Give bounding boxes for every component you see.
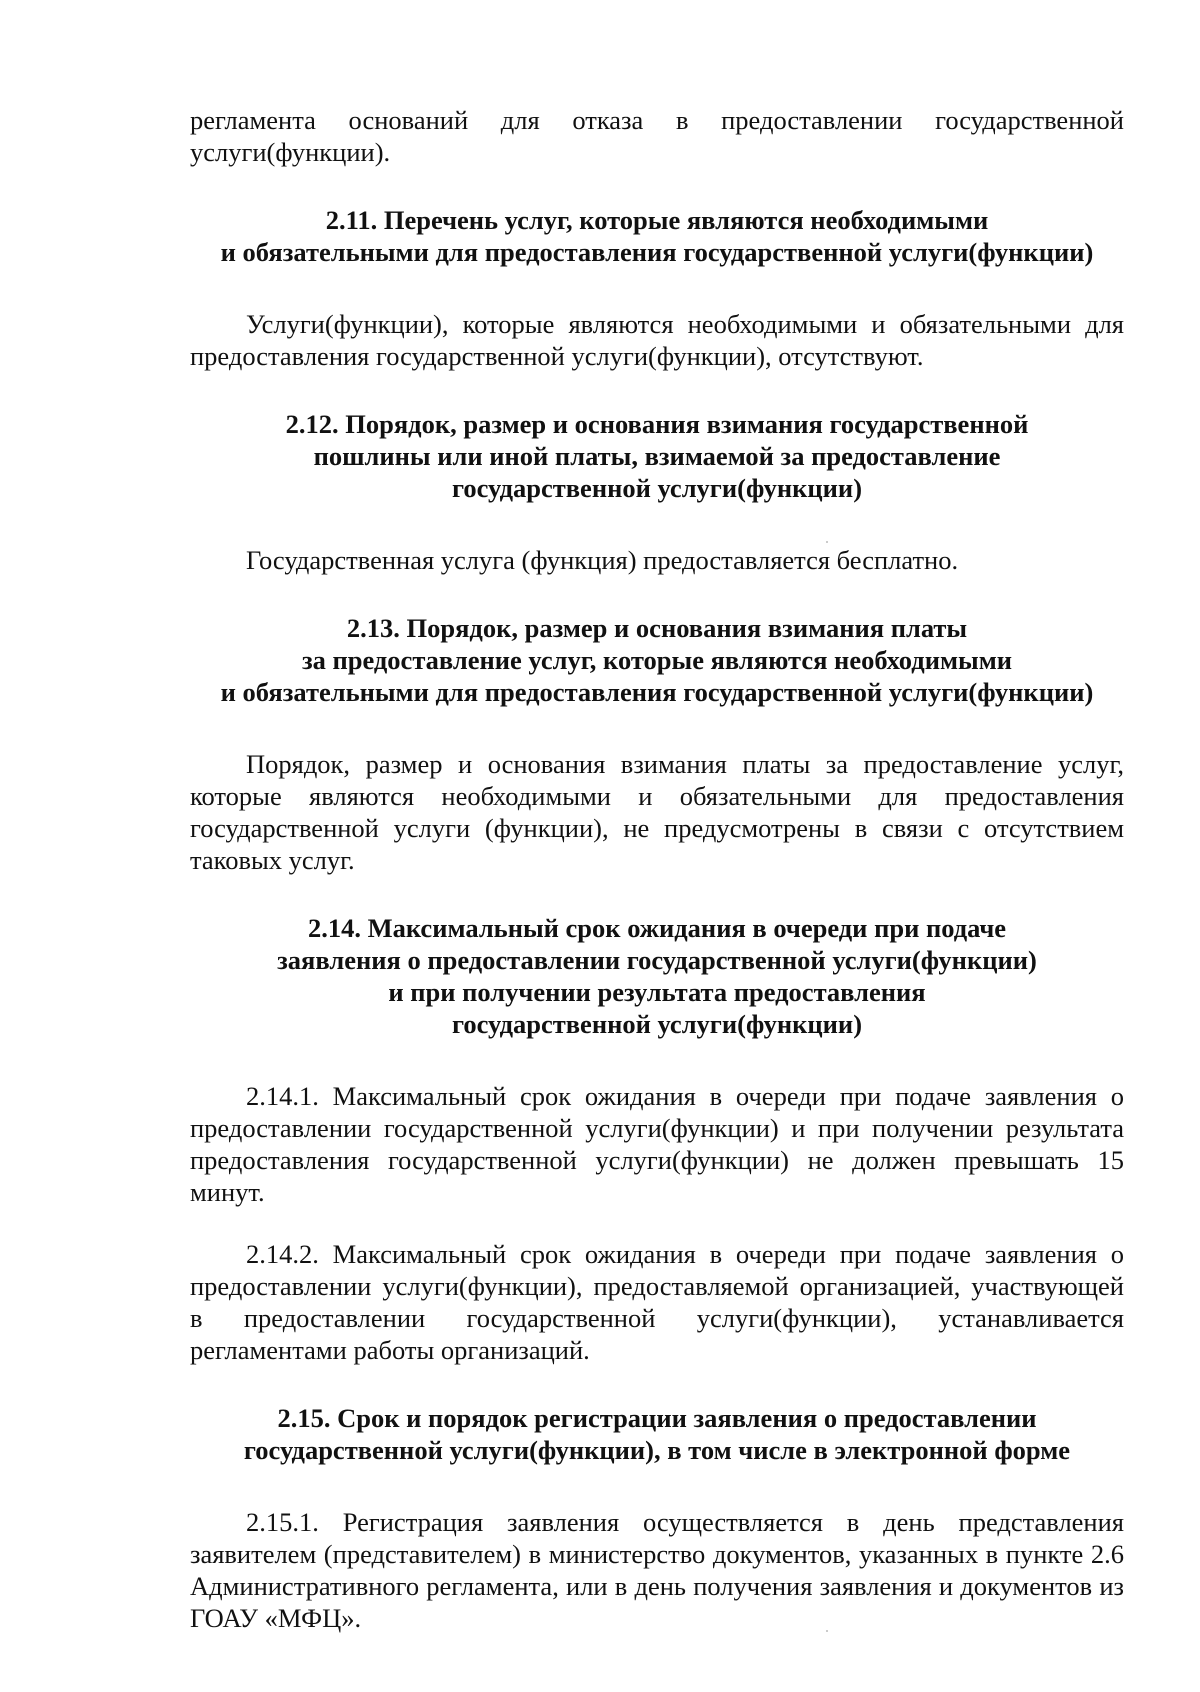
section-2-11-heading	[190, 204, 1124, 268]
heading-line: за предоставление услуг, которые являются необходимыми	[301, 645, 1013, 675]
section-2-14-heading	[190, 912, 1124, 1040]
heading-line: и при получении результата предоставления	[388, 977, 926, 1007]
heading-line: государственной услуги(функции), в том числе в электронной форме	[243, 1435, 1071, 1465]
heading-line: государственной услуги(функции)	[451, 473, 863, 503]
section-2-12-text: Государственная услуга (функция) предоставляется бесплатно.	[246, 545, 959, 575]
heading-line: 2.11. Перечень услуг, которые являются необходимыми	[325, 205, 989, 235]
section-2-11-text: Услуги(функции), которые являются необходимыми и обязательными для предоставления государственной услуги(функции), отсутствуют.	[190, 309, 1124, 371]
scan-speck	[826, 541, 828, 543]
section-2-15-heading	[190, 1402, 1124, 1466]
heading-line: государственной услуги(функции)	[451, 1009, 863, 1039]
section-2-15-1-text: 2.15.1. Регистрация заявления осуществляется в день представления заявителем (представителем) в министерство документов, указанных в пункте 2.6 Административного регламента, или в день получения заявления и документов из ГОАУ «МФЦ».	[190, 1507, 1124, 1633]
heading-line: пошлины или иной платы, взимаемой за предоставление	[313, 441, 1001, 471]
section-2-12-heading	[190, 408, 1124, 504]
heading-line: 2.15. Срок и порядок регистрации заявления о предоставлении	[277, 1403, 1037, 1433]
section-2-13-text: Порядок, размер и основания взимания платы за предоставление услуг, которые являются необходимыми и обязательными для предоставления государственной услуги (функции), не предусмотрены в связи с отсутствием таковых услуг.	[190, 749, 1124, 875]
heading-line: и обязательными для предоставления государственной услуги(функции)	[220, 677, 1094, 707]
heading-line: 2.12. Порядок, размер и основания взимания государственной	[285, 409, 1029, 439]
document-page	[190, 104, 1124, 1634]
heading-line: заявления о предоставлении государственной услуги(функции)	[277, 945, 1037, 975]
intro-line-1: регламента оснований для отказа в предоставлении государственной	[190, 105, 1124, 135]
section-2-14-2-text: 2.14.2. Максимальный срок ожидания в очереди при подаче заявления о предоставлении услуги(функции), предоставляемой организацией, участвующей в предоставлении государственной услуги(функции), устанавливается регламентами работы организаций.	[190, 1239, 1124, 1365]
section-2-14-1-text: 2.14.1. Максимальный срок ожидания в очереди при подаче заявления о предоставлении государственной услуги(функции) и при получении результата предоставления государственной услуги(функции) не должен превышать 15 минут.	[190, 1081, 1124, 1207]
heading-line: и обязательными для предоставления государственной услуги(функции)	[220, 237, 1094, 267]
scan-speck	[826, 1630, 828, 1632]
heading-line: 2.14. Максимальный срок ожидания в очереди при подаче	[307, 913, 1007, 943]
section-2-13-heading	[190, 612, 1124, 708]
heading-line: 2.13. Порядок, размер и основания взимания платы	[346, 613, 968, 643]
intro-line-2: услуги(функции).	[190, 137, 391, 167]
intro-paragraph	[190, 104, 1124, 168]
